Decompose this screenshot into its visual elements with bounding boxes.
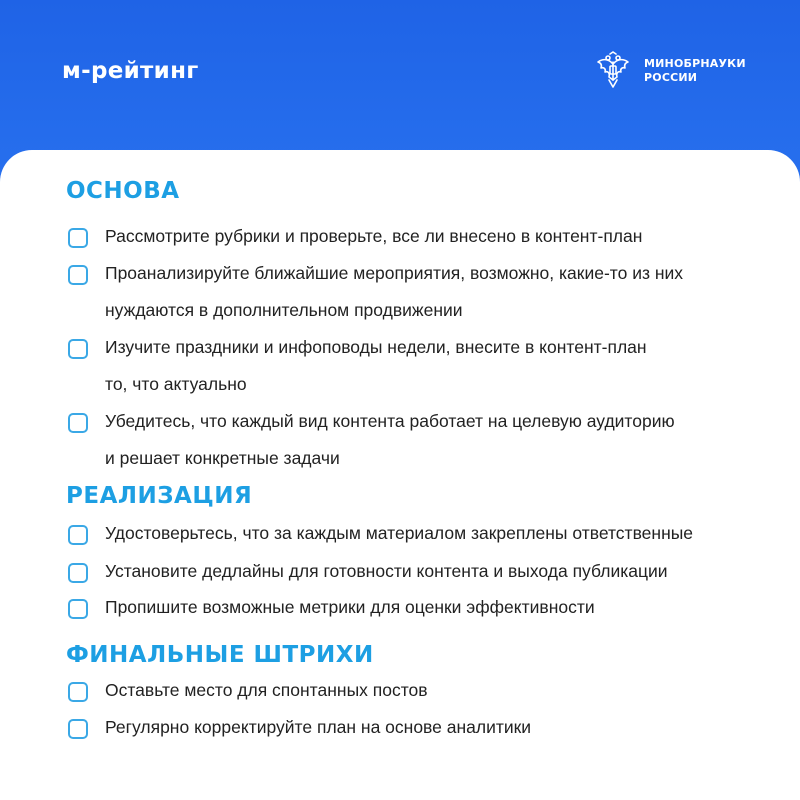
checklist-item-text [105, 329, 647, 403]
ministry-name [644, 57, 746, 85]
item-line: Удостоверьтесь, что за каждым материалом закреплены ответственные [105, 523, 694, 543]
checklist-item[interactable] [68, 716, 531, 746]
checklist-item[interactable] [68, 225, 642, 255]
checkbox[interactable] [68, 265, 88, 285]
checklist-item-text [105, 403, 675, 477]
item-line: Регулярно корректируйте план на основе аналитики [105, 717, 532, 737]
checkbox[interactable] [68, 682, 88, 702]
checklist-item[interactable] [68, 679, 428, 709]
checklist-item-text [105, 672, 428, 709]
item-line: нуждаются в дополнительном продвижении [105, 300, 463, 320]
checkbox[interactable] [68, 563, 88, 583]
checklist-item[interactable] [68, 336, 647, 403]
item-line: Установите дедлайны для готовности контента и выхода публикации [105, 561, 668, 581]
checklist-item[interactable] [68, 262, 683, 329]
ministry-name-line2: РОССИИ [644, 71, 698, 84]
ministry-logo [592, 50, 746, 92]
section-title-realizatsiya: РЕАЛИЗАЦИЯ [66, 483, 253, 509]
checklist-item-text [105, 515, 693, 552]
checklist-item-text [105, 589, 595, 626]
checkbox[interactable] [68, 413, 88, 433]
checkbox[interactable] [68, 339, 88, 359]
item-line: то, что актуально [105, 374, 247, 394]
item-line: и решает конкретные задачи [105, 448, 340, 468]
checkbox[interactable] [68, 719, 88, 739]
brand-logo-text: м-рейтинг [62, 58, 199, 84]
checklist-item[interactable] [68, 410, 675, 477]
double-headed-eagle-emblem-icon [592, 50, 634, 92]
header [0, 0, 800, 150]
checklist-item-text [105, 553, 668, 590]
item-line: Рассмотрите рубрики и проверьте, все ли внесено в контент-план [105, 226, 643, 246]
checkbox[interactable] [68, 599, 88, 619]
section-title-osnova: ОСНОВА [66, 178, 180, 204]
section-title-finalnye-shtrikhi: ФИНАЛЬНЫЕ ШТРИХИ [66, 642, 374, 668]
item-line: Проанализируйте ближайшие мероприятия, возможно, какие-то из них [105, 263, 684, 283]
item-line: Изучите праздники и инфоповоды недели, внесите в контент-план [105, 337, 647, 357]
checklist-item-text [105, 255, 683, 329]
checklist-item[interactable] [68, 560, 668, 590]
item-line: Оставьте место для спонтанных постов [105, 680, 428, 700]
checklist-item[interactable] [68, 522, 693, 552]
checklist-item[interactable] [68, 596, 595, 626]
checklist-card [0, 150, 800, 800]
item-line: Пропишите возможные метрики для оценки эффективности [105, 597, 595, 617]
ministry-name-line1: МИНОБРНАУКИ [644, 57, 746, 70]
item-line: Убедитесь, что каждый вид контента работает на целевую аудиторию [105, 411, 675, 431]
checkbox[interactable] [68, 525, 88, 545]
checkbox[interactable] [68, 228, 88, 248]
checklist-item-text [105, 218, 642, 255]
checklist-item-text [105, 709, 531, 746]
